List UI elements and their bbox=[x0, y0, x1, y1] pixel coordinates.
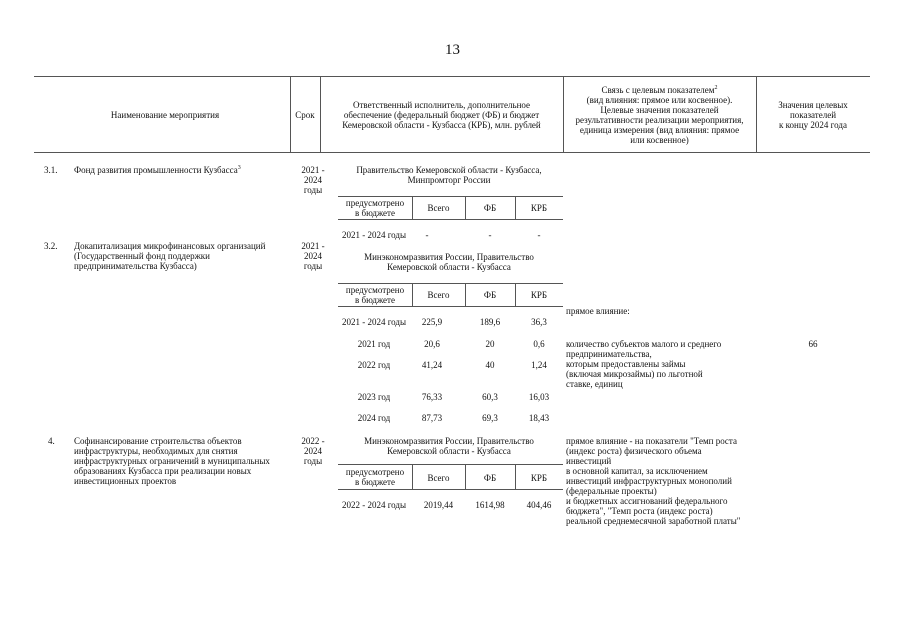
subtable-line bbox=[338, 489, 563, 490]
subtable-total: - bbox=[425, 230, 429, 240]
row-term: 2021 - 2024 годы bbox=[301, 165, 325, 195]
header-exec: Ответственный исполнитель, дополнительное обеспечение (федеральный бюджет (ФБ) и бюджет Кемеровской области - Кузбасса (КРБ), млн. рублей bbox=[342, 100, 541, 130]
subtable-period: 2021 - 2024 годы bbox=[341, 230, 407, 240]
subtable-line bbox=[338, 306, 563, 307]
subtable-krb-header: КРБ bbox=[530, 290, 548, 300]
subtable-period: 2021 год bbox=[357, 339, 391, 349]
row-number: 3.1. bbox=[44, 165, 58, 175]
subtable-fb: 60,3 bbox=[482, 392, 498, 402]
row-executor: Минэкономразвития России, Правительство Кемеровской области - Кузбасса bbox=[364, 436, 534, 456]
indicator-text: количество субъектов малого и среднего предпринимательства, которым предоставлены займы (включая микрозаймы) по льготной ставке, единиц bbox=[566, 339, 722, 389]
row-name: Софинансирование строительства объектов инфраструктуры, необходимых для снятия инфраструктурных ограничений в муниципальных образованиях Кузбасса при реализации новых инвестиционных проектов bbox=[74, 436, 270, 486]
subtable-fb-header: ФБ bbox=[483, 203, 497, 213]
subtable-krb: 1,24 bbox=[531, 360, 547, 370]
subtable-fb: 69,3 bbox=[482, 413, 498, 423]
subtable-krb: 404,46 bbox=[526, 500, 552, 510]
table-header-bottom-border bbox=[34, 152, 870, 153]
subtable-total: 41,24 bbox=[421, 360, 443, 370]
subtable-fb: - bbox=[488, 230, 492, 240]
influence-label: прямое влияние: bbox=[566, 306, 630, 316]
subtable-fb: 189,6 bbox=[479, 317, 501, 327]
subtable-krb-header: КРБ bbox=[530, 473, 548, 483]
subtable-planned: предусмотрено в бюджете bbox=[345, 198, 405, 218]
subtable-line bbox=[338, 464, 563, 465]
subtable-line bbox=[338, 196, 563, 197]
link-text: прямое влияние - на показатели "Темп роста (индекс роста) физического объема инвестиций в основной капитал, за исключением инвестиций инфраструктурных монополий (федеральные проекты) и бюджетных ассигнований федерального бюджета", "Темп роста (индекс роста) реальной среднемесячной заработной платы" bbox=[566, 436, 741, 526]
row-executor: Правительство Кемеровской области - Кузбасса, Минпромторг России bbox=[356, 165, 542, 185]
subtable-fb-header: ФБ bbox=[483, 473, 497, 483]
subtable-planned: предусмотрено в бюджете bbox=[345, 285, 405, 305]
target-value: 66 bbox=[808, 339, 818, 349]
table-top-border bbox=[34, 76, 870, 77]
subtable-total-header: Всего bbox=[427, 203, 450, 213]
row-number: 3.2. bbox=[44, 241, 58, 251]
header-target: Значения целевых показателей к концу 2024 года bbox=[778, 100, 848, 130]
subtable-krb: 18,43 bbox=[528, 413, 550, 423]
subtable-total-header: Всего bbox=[427, 290, 450, 300]
subtable-total: 87,73 bbox=[421, 413, 443, 423]
subtable-line bbox=[338, 219, 563, 220]
subtable-krb: - bbox=[537, 230, 541, 240]
row-term: 2021 - 2024 годы bbox=[301, 241, 325, 271]
subtable-fb: 40 bbox=[485, 360, 495, 370]
row-executor: Минэкономразвития России, Правительство Кемеровской области - Кузбасса bbox=[364, 252, 534, 272]
subtable-fb: 20 bbox=[485, 339, 495, 349]
header-link: Связь с целевым показателем$^2$ (вид влияния: прямое или косвенное). Целевые значения показателей результативности реализации мероприятия, единица измерения (вид влияния: прямое или косвенное) bbox=[575, 85, 744, 145]
row-name: Докапитализация микрофинансовых организаций (Государственный фонд поддержки предпринимательства Кузбасса) bbox=[74, 241, 266, 271]
subtable-period: 2021 - 2024 годы bbox=[341, 317, 407, 327]
header-name: Наименование мероприятия bbox=[110, 110, 220, 120]
subtable-total: 20,6 bbox=[424, 339, 440, 349]
subtable-total: 225,9 bbox=[421, 317, 443, 327]
subtable-period: 2024 год bbox=[357, 413, 391, 423]
subtable-fb: 1614,98 bbox=[475, 500, 505, 510]
subtable-krb-header: КРБ bbox=[530, 203, 548, 213]
subtable-krb: 36,3 bbox=[531, 317, 547, 327]
subtable-total: 76,33 bbox=[421, 392, 443, 402]
subtable-fb-header: ФБ bbox=[483, 290, 497, 300]
header-term: Срок bbox=[295, 110, 315, 120]
subtable-planned: предусмотрено в бюджете bbox=[345, 467, 405, 487]
subtable-krb: 16,03 bbox=[528, 392, 550, 402]
subtable-period: 2022 - 2024 годы bbox=[341, 500, 407, 510]
subtable-krb: 0,6 bbox=[533, 339, 545, 349]
subtable-line bbox=[338, 283, 563, 284]
subtable-period: 2022 год bbox=[357, 360, 391, 370]
row-term: 2022 - 2024 годы bbox=[301, 436, 325, 466]
subtable-total: 2019,44 bbox=[423, 500, 454, 510]
subtable-period: 2023 год bbox=[357, 392, 391, 402]
row-number: 4. bbox=[48, 436, 55, 446]
row-name: Фонд развития промышленности Кузбасса$^3$ bbox=[74, 165, 241, 175]
subtable-total-header: Всего bbox=[427, 473, 450, 483]
page-number: 13 bbox=[445, 42, 460, 58]
